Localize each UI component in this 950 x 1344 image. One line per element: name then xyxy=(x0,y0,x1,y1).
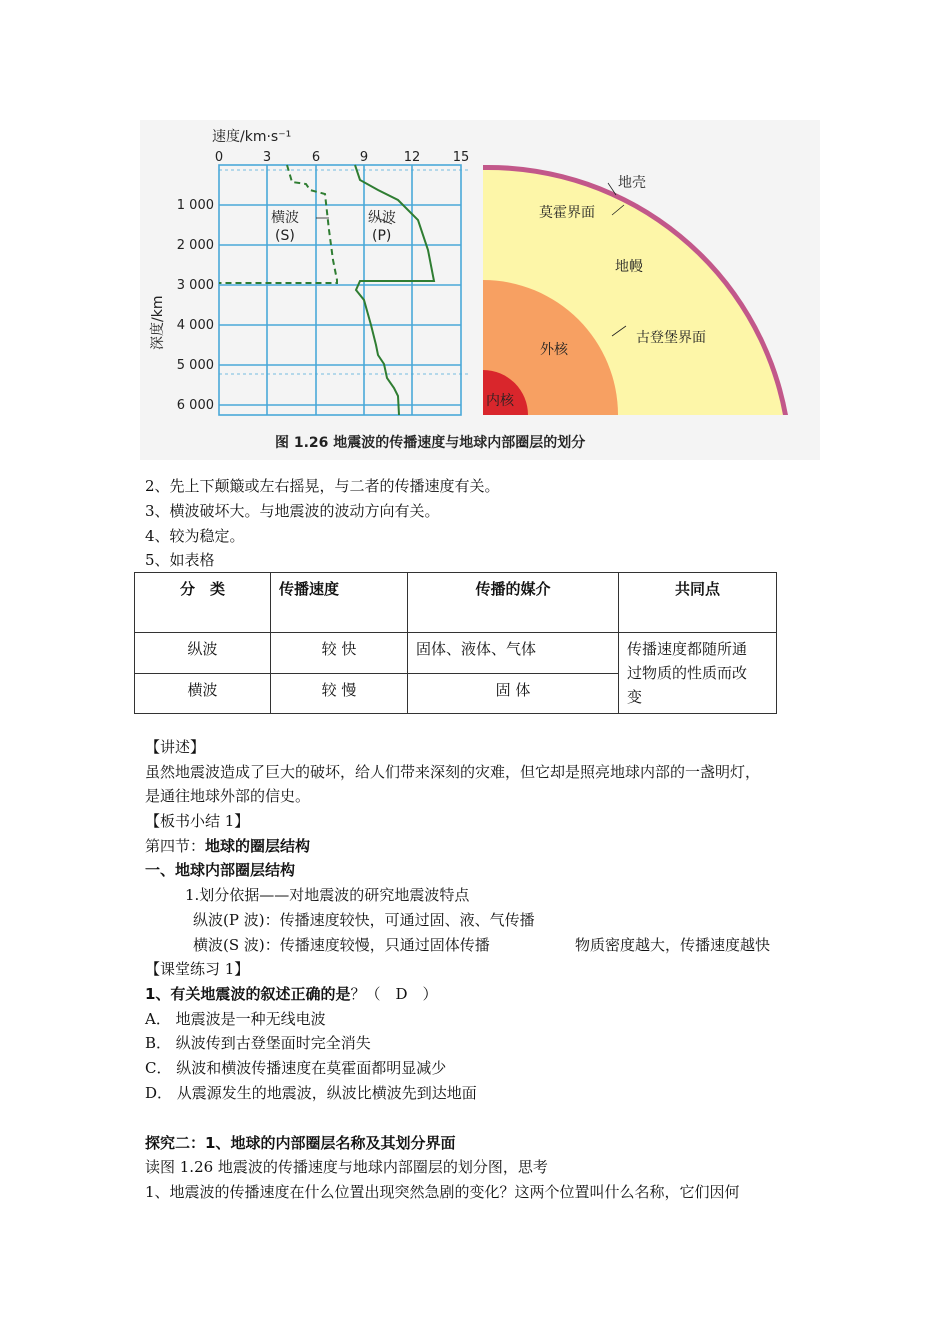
y-tick: 4 000 xyxy=(176,318,214,333)
x-tick: 9 xyxy=(359,150,369,165)
seismic-wave-diagram xyxy=(140,120,820,460)
table-header-cell: 传播的媒介 xyxy=(408,573,619,633)
summary-title: 【板书小结 1】 xyxy=(145,812,250,830)
table-header-cell: 共同点 xyxy=(619,573,777,633)
y-tick: 5 000 xyxy=(176,358,214,373)
option-a: A． 地震波是一种无线电波 xyxy=(145,1010,326,1028)
common-point-line: 过物质的性质而改 xyxy=(627,664,748,682)
exercise-question xyxy=(145,984,437,1004)
table-cell: 固 体 xyxy=(408,673,619,714)
table-header-row xyxy=(135,573,777,633)
option-b: B． 纵波传到古登堡面时完全消失 xyxy=(145,1034,371,1052)
crust-label: 地壳 xyxy=(618,175,646,191)
common-point-cell xyxy=(619,633,777,714)
table-cell: 固体、液体、气体 xyxy=(408,633,619,674)
lecture-body: 虽然地震波造成了巨大的破坏，给人们带来深刻的灾难，但它却是照亮地球内部的一盏明灯， xyxy=(145,763,761,781)
density-note: 物质密度越大，传播速度越快 xyxy=(575,936,771,954)
common-point-line: 变 xyxy=(627,688,643,706)
explore-question: 1、地震波的传播速度在什么位置出现突然急剧的变化？这两个位置叫什么名称，它们因何 xyxy=(145,1183,740,1201)
y-tick: 1 000 xyxy=(176,198,214,213)
x-axis-label: 速度/km·s⁻¹ xyxy=(212,129,292,145)
outer-core-label: 外核 xyxy=(540,342,568,358)
summary-heading: 一、地球内部圈层结构 xyxy=(145,861,296,879)
explore-title: 探究二：1、地球的内部圈层名称及其划分界面 xyxy=(145,1134,456,1152)
question-text: 1、有关地震波的叙述正确的是 xyxy=(145,985,351,1003)
x-tick: 3 xyxy=(262,150,272,165)
table-cell: 较 慢 xyxy=(271,673,408,714)
y-tick: 6 000 xyxy=(176,398,214,413)
s-wave-line: 横波(S 波)：传播速度较慢，只通过固体传播 xyxy=(193,936,490,954)
question-answer: ？（ D ） xyxy=(350,985,438,1003)
wave-comparison-table xyxy=(134,572,777,714)
inner-core-label: 内核 xyxy=(486,393,514,409)
p-wave-label: 纵波 xyxy=(368,210,396,226)
gutenberg-label: 古登堡界面 xyxy=(636,330,706,346)
x-tick: 6 xyxy=(311,150,321,165)
table-header-cell: 分 类 xyxy=(135,573,271,633)
y-axis-label: 深度/km xyxy=(150,295,166,350)
table-cell: 较 快 xyxy=(271,633,408,674)
s-wave-label-letter: (S) xyxy=(275,228,295,244)
option-c: C． 纵波和横波传播速度在莫霍面都明显减少 xyxy=(145,1059,447,1077)
mantle-label: 地幔 xyxy=(615,259,643,275)
option-d: D． 从震源发生的地震波，纵波比横波先到达地面 xyxy=(145,1084,477,1102)
section-line xyxy=(145,836,310,856)
p-wave-label-letter: (P) xyxy=(372,228,392,244)
x-tick: 15 xyxy=(452,150,470,165)
table-header-cell: 传播速度 xyxy=(271,573,408,633)
x-tick: 12 xyxy=(403,150,421,165)
answer-line: 3、横波破坏大。与地震波的波动方向有关。 xyxy=(145,502,440,520)
lecture-title: 【讲述】 xyxy=(145,738,206,756)
s-wave-label: 横波 xyxy=(271,210,299,226)
common-point-line: 传播速度都随所通 xyxy=(627,640,748,658)
y-tick: 2 000 xyxy=(176,238,214,253)
section-prefix: 第四节： xyxy=(145,837,206,855)
y-tick: 3 000 xyxy=(176,278,214,293)
table-row xyxy=(135,633,777,674)
exercise-title: 【课堂练习 1】 xyxy=(145,960,250,978)
p-wave-line: 纵波(P 波)：传播速度较快，可通过固、液、气传播 xyxy=(193,911,535,929)
section-title: 地球的圈层结构 xyxy=(205,837,311,855)
figure-caption: 图 1.26 地震波的传播速度与地球内部圈层的划分 xyxy=(275,435,586,451)
table-cell: 纵波 xyxy=(135,633,271,674)
explore-read: 读图 1.26 地震波的传播速度与地球内部圈层的划分图，思考 xyxy=(145,1158,548,1176)
answer-line: 4、较为稳定。 xyxy=(145,527,245,545)
x-tick: 0 xyxy=(214,150,224,165)
seismic-wave-figure xyxy=(140,120,820,460)
table-cell: 横波 xyxy=(135,673,271,714)
lecture-body: 是通往地球外部的信史。 xyxy=(145,787,311,805)
moho-label: 莫霍界面 xyxy=(539,205,595,221)
answer-line: 5、如表格 xyxy=(145,551,215,569)
basis-line: 1.划分依据——对地震波的研究地震波特点 xyxy=(185,886,470,904)
answer-line: 2、先上下颠簸或左右摇晃，与二者的传播速度有关。 xyxy=(145,477,500,495)
